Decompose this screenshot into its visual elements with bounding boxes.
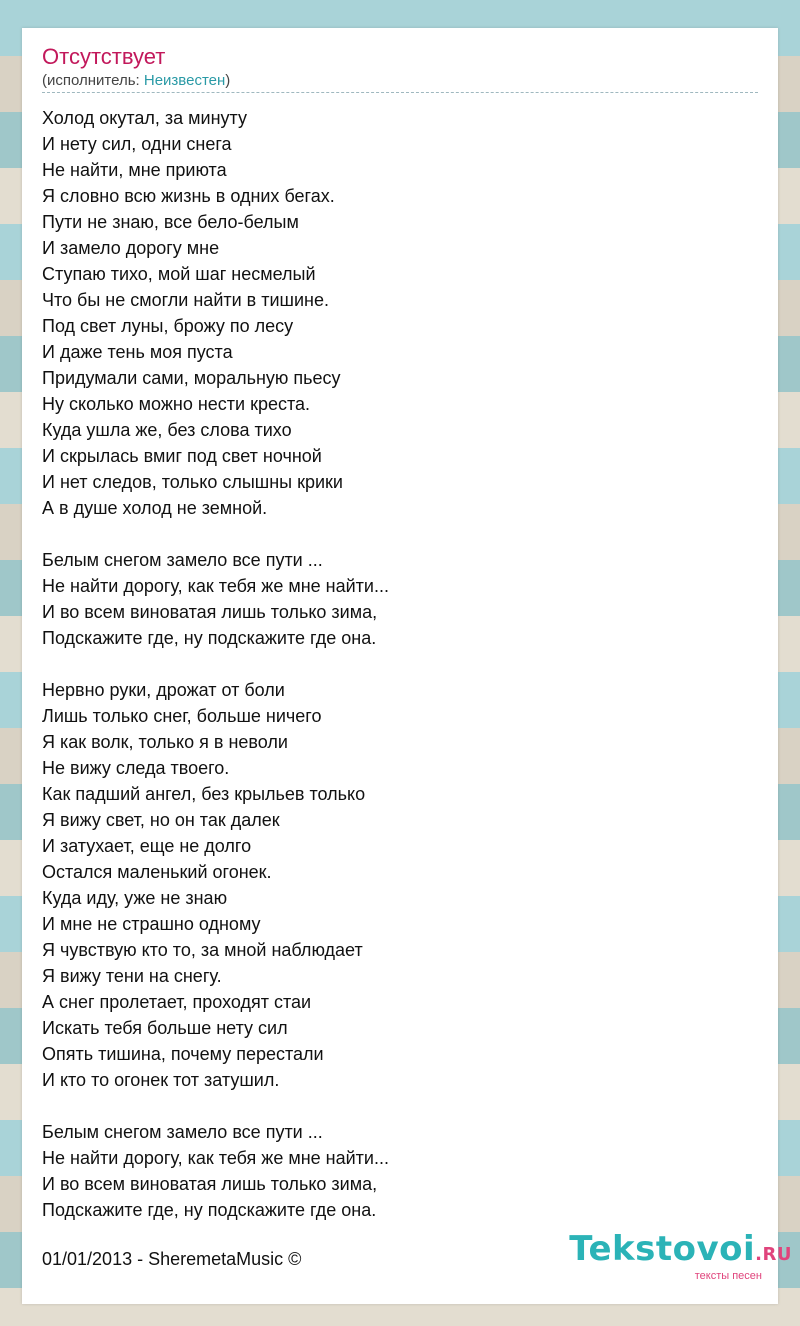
lyric-line: Я чувствую кто то, за мной наблюдает xyxy=(42,940,363,960)
lyric-line: Как падший ангел, без крыльев только xyxy=(42,784,366,804)
logo-tld: .RU xyxy=(755,1244,792,1265)
footer-credit: 01/01/2013 - SheremetaMusic © xyxy=(42,1249,302,1269)
lyric-line: И замело дорогу мне xyxy=(42,238,220,258)
lyric-line: Куда ушла же, без слова тихо xyxy=(42,420,292,440)
lyric-line: Не вижу следа твоего. xyxy=(42,758,230,778)
song-title: Отсутствует xyxy=(42,44,166,69)
stanza-gap xyxy=(42,651,742,677)
lyric-line: Я как волк, только я в неволи xyxy=(42,732,288,752)
lyric-line: Не найти дорогу, как тебя же мне найти... xyxy=(42,1148,389,1168)
lyric-line: Холод окутал, за минуту xyxy=(42,108,247,128)
artist-link[interactable]: Неизвестен xyxy=(143,72,226,89)
lyric-line: И даже тень моя пуста xyxy=(42,342,233,362)
lyric-line: Не найти, мне приюта xyxy=(42,160,227,180)
lyric-line: Опять тишина, почему перестали xyxy=(42,1044,324,1064)
lyrics-card xyxy=(22,28,778,1304)
lyric-line: Ступаю тихо, мой шаг несмелый xyxy=(42,264,316,284)
artist-suffix: ) xyxy=(225,72,231,89)
lyric-line: Подскажите где, ну подскажите где она. xyxy=(42,628,377,648)
lyric-line: И кто то огонек тот затушил. xyxy=(42,1070,280,1090)
lyric-line: Придумали сами, моральную пьесу xyxy=(42,368,341,388)
lyric-line: И во всем виноватая лишь только зима, xyxy=(42,1174,378,1194)
lyric-line: Под свет луны, брожу по лесу xyxy=(42,316,294,336)
lyric-line: И затухает, еще не долго xyxy=(42,836,252,856)
stanza-gap xyxy=(42,521,742,547)
lyric-line: Нервно руки, дрожат от боли xyxy=(42,680,285,700)
lyric-line: Пути не знаю, все бело-белым xyxy=(42,212,299,232)
artist-line xyxy=(42,72,230,90)
artist-prefix: (исполнитель: xyxy=(42,72,144,89)
lyric-line: Искать тебя больше нету сил xyxy=(42,1018,288,1038)
lyric-line: И мне не страшно одному xyxy=(42,914,261,934)
lyric-line: Остался маленький огонек. xyxy=(42,862,272,882)
lyrics-body xyxy=(42,105,742,1223)
logo-tagline: тексты песен xyxy=(694,1270,762,1282)
lyric-line: И скрылась вмиг под свет ночной xyxy=(42,446,322,466)
lyric-line: Белым снегом замело все пути ... xyxy=(42,550,323,570)
lyric-line: Подскажите где, ну подскажите где она. xyxy=(42,1200,377,1220)
lyric-line: И нет следов, только слышны крики xyxy=(42,472,343,492)
lyric-line: Лишь только снег, больше ничего xyxy=(42,706,322,726)
divider xyxy=(42,92,758,93)
lyric-line: Куда иду, уже не знаю xyxy=(42,888,228,908)
stanza-gap xyxy=(42,1093,742,1119)
lyric-line: Я вижу свет, но он так далек xyxy=(42,810,280,830)
lyric-line: Я вижу тени на снегу. xyxy=(42,966,222,986)
lyric-line: Что бы не смогли найти в тишине. xyxy=(42,290,329,310)
lyric-line: Ну сколько можно нести креста. xyxy=(42,394,311,414)
logo-name: Tekstovoi xyxy=(569,1229,756,1269)
lyric-line: Не найти дорогу, как тебя же мне найти... xyxy=(42,576,389,596)
lyric-line: А снег пролетает, проходят стаи xyxy=(42,992,312,1012)
lyric-line: А в душе холод не земной. xyxy=(42,498,268,518)
lyric-line: И во всем виноватая лишь только зима, xyxy=(42,602,378,622)
lyric-line: Белым снегом замело все пути ... xyxy=(42,1122,323,1142)
lyric-line: Я словно всю жизнь в одних бегах. xyxy=(42,186,335,206)
lyric-line: И нету сил, одни снега xyxy=(42,134,232,154)
site-logo[interactable] xyxy=(569,1230,792,1282)
